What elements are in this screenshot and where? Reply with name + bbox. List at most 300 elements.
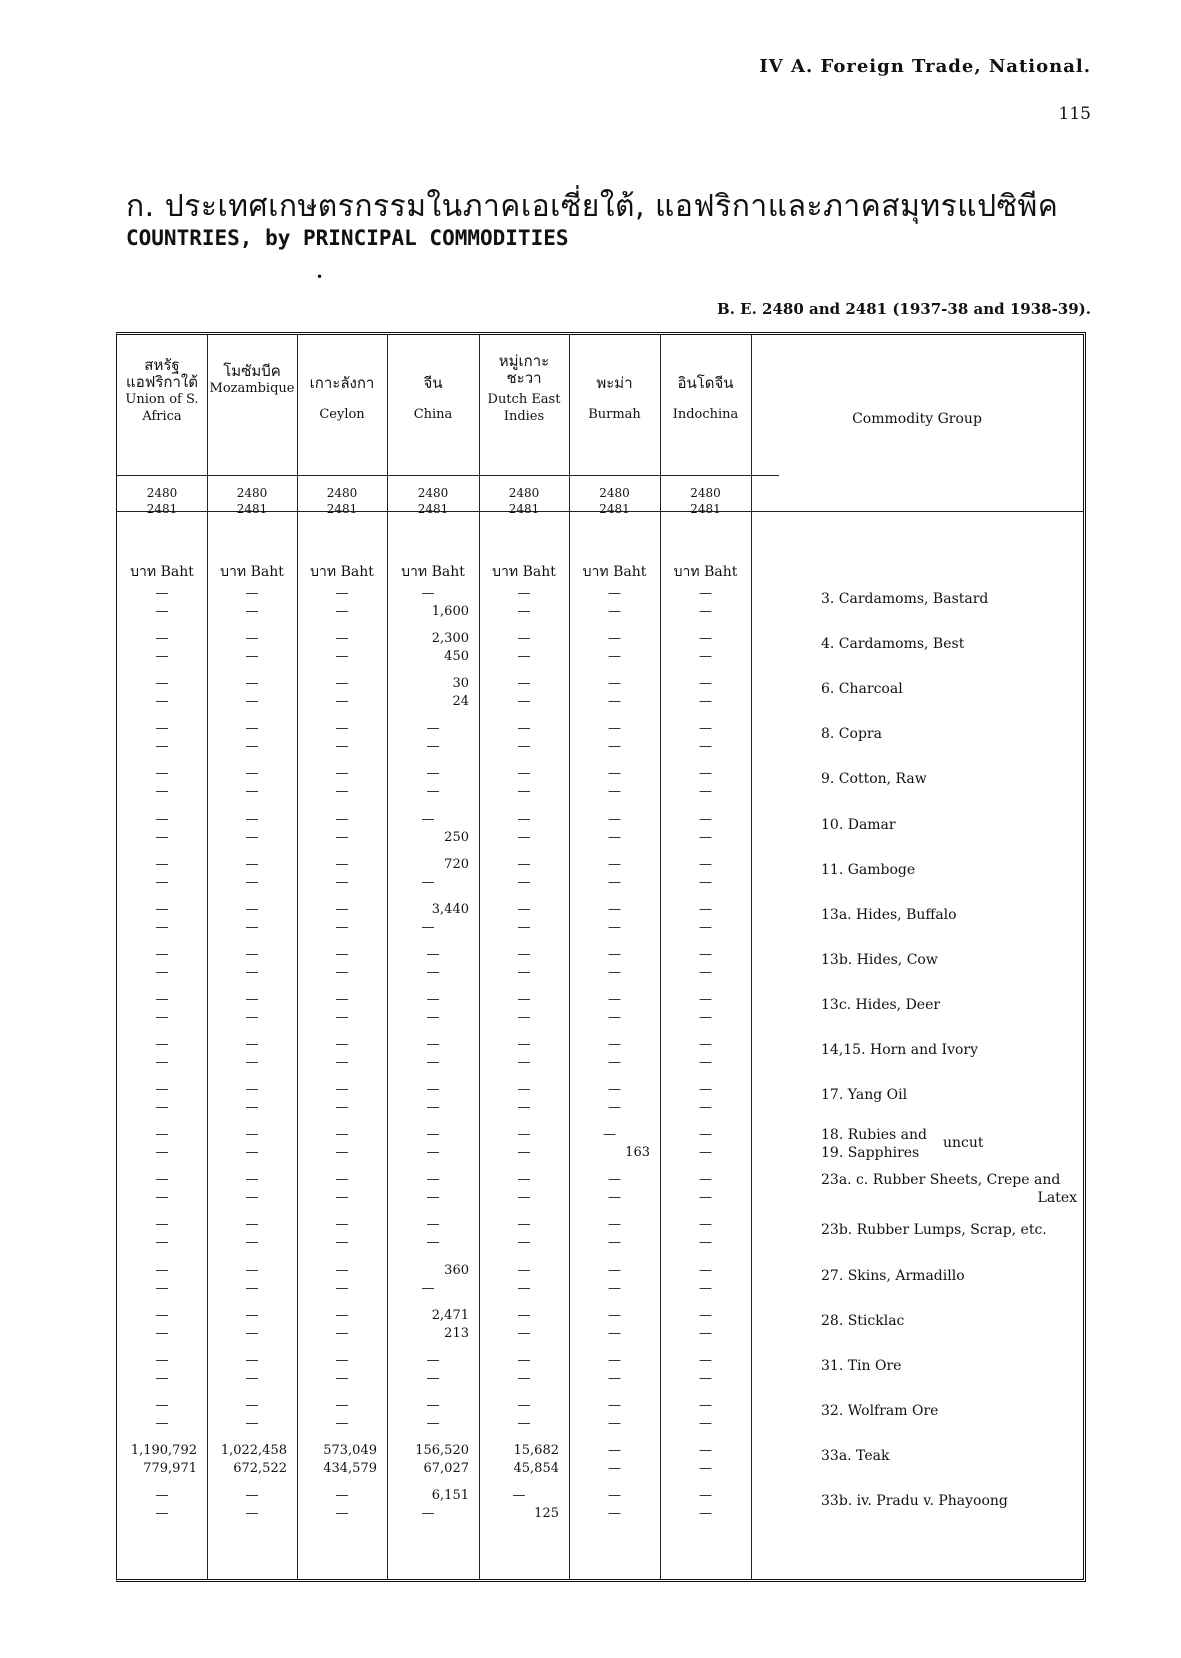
dash-value: — xyxy=(245,1370,259,1386)
commodity-line: 33a. Teak xyxy=(821,1447,890,1464)
value-cell xyxy=(479,946,569,992)
dash-value: — xyxy=(699,1442,712,1458)
dash-value: — xyxy=(155,1352,169,1368)
column-header-thai: หมู่เกาะ ชะวา xyxy=(498,352,550,387)
table-row xyxy=(117,675,1083,721)
value-cell xyxy=(387,991,479,1037)
dash-value: — xyxy=(426,1009,440,1025)
dash-value: — xyxy=(335,631,349,647)
dash-value: — xyxy=(245,1352,259,1368)
dash-value: — xyxy=(699,829,712,845)
dash-value: — xyxy=(699,631,712,647)
dash-value: — xyxy=(608,784,621,800)
dash-value: — xyxy=(245,1280,259,1296)
dash-value: — xyxy=(335,1100,349,1116)
value-cell xyxy=(297,1171,387,1217)
commodity-line: 4. Cardamoms, Best xyxy=(821,636,965,653)
dash-value: — xyxy=(335,739,349,755)
value-cell xyxy=(479,856,569,902)
dash-value: — xyxy=(245,766,259,782)
page-number: 115 xyxy=(1058,104,1091,124)
dash-value: — xyxy=(517,1190,531,1206)
dash-value: — xyxy=(335,694,349,710)
dash-value: — xyxy=(699,1217,712,1233)
dash-value: — xyxy=(699,784,712,800)
value-cell xyxy=(479,1352,569,1398)
numeric-value: 672,522 xyxy=(233,1460,287,1476)
column-header-english: Ceylon xyxy=(319,407,365,422)
dash-value: — xyxy=(335,1488,349,1503)
dash-value: — xyxy=(608,1488,621,1503)
table-row xyxy=(117,765,1083,811)
table-row xyxy=(117,811,1083,857)
dash-value: — xyxy=(426,784,440,800)
value-cell xyxy=(479,1307,569,1353)
dash-value: — xyxy=(699,901,712,917)
dash-value: — xyxy=(608,1307,621,1323)
dash-value: — xyxy=(421,1280,435,1296)
column-header-english: Burmah xyxy=(588,407,641,422)
unit-thai: บาท xyxy=(401,564,432,580)
dash-value: — xyxy=(155,874,169,890)
year-label: 2480 xyxy=(326,486,358,500)
year-label: 2481 xyxy=(326,502,358,516)
commodity-line: 8. Copra xyxy=(821,726,882,743)
dash-value: — xyxy=(699,919,712,935)
value-cell xyxy=(479,720,569,766)
commodity-line: 9. Cotton, Raw xyxy=(821,771,927,788)
table-row xyxy=(117,1352,1083,1398)
dash-value: — xyxy=(245,991,259,1007)
unit-english: Baht xyxy=(431,564,465,580)
dash-value: — xyxy=(699,1145,712,1161)
value-cell xyxy=(207,1442,297,1488)
dash-value: — xyxy=(155,1307,169,1323)
dash-value: — xyxy=(512,1488,526,1503)
dash-value: — xyxy=(517,1370,531,1386)
dash-value: — xyxy=(245,1127,259,1143)
dash-value: — xyxy=(517,874,531,890)
value-cell xyxy=(297,1216,387,1262)
dash-value: — xyxy=(608,1235,621,1251)
value-cell xyxy=(297,991,387,1037)
value-cell xyxy=(660,1262,751,1308)
dash-value: — xyxy=(699,856,712,872)
dash-value: — xyxy=(517,964,531,980)
value-cell xyxy=(297,675,387,721)
commodity-label xyxy=(793,675,1083,721)
dash-value: — xyxy=(335,1415,349,1431)
dash-value: — xyxy=(245,1488,259,1503)
unit-label xyxy=(660,561,751,583)
column-header-english: Indochina xyxy=(672,407,739,422)
dash-value: — xyxy=(335,1370,349,1386)
dash-value: — xyxy=(421,1506,435,1521)
dash-value: — xyxy=(426,1190,440,1206)
value-cell xyxy=(207,720,297,766)
dash-value: — xyxy=(245,901,259,917)
dash-value: — xyxy=(426,1100,440,1116)
value-cell xyxy=(117,1397,207,1443)
value-cell xyxy=(207,765,297,811)
dash-value: — xyxy=(335,901,349,917)
dash-value: — xyxy=(608,856,621,872)
dash-value: — xyxy=(335,964,349,980)
numeric-value: 156,520 xyxy=(415,1442,469,1458)
dash-value: — xyxy=(517,721,531,737)
value-cell xyxy=(660,1171,751,1217)
commodity-label xyxy=(793,946,1083,992)
dash-value: — xyxy=(699,1415,712,1431)
dash-value: — xyxy=(608,1082,621,1098)
running-head: IV A. Foreign Trade, National. xyxy=(759,56,1091,77)
dash-value: — xyxy=(335,919,349,935)
year-label: 2480 xyxy=(417,486,449,500)
numeric-value: 360 xyxy=(444,1262,469,1278)
dash-value: — xyxy=(517,991,531,1007)
dash-value: — xyxy=(608,1009,621,1025)
commodity-line: 13b. Hides, Cow xyxy=(821,951,938,968)
value-cell xyxy=(117,630,207,676)
value-cell xyxy=(387,1307,479,1353)
numeric-value: 779,971 xyxy=(143,1460,197,1476)
dash-value: — xyxy=(155,739,169,755)
dash-value: — xyxy=(608,1397,621,1413)
value-cell xyxy=(569,675,660,721)
commodity-line: 14,15. Horn and Ivory xyxy=(821,1042,979,1058)
column-header-mozambique xyxy=(207,363,297,397)
unit-thai: บาท xyxy=(310,564,341,580)
dash-value: — xyxy=(245,1055,259,1070)
dash-value: — xyxy=(517,604,531,619)
dash-value: — xyxy=(517,1009,531,1025)
period-label: B. E. 2480 and 2481 (1937-38 and 1938-39). xyxy=(717,300,1091,318)
dash-value: — xyxy=(517,1352,531,1368)
value-cell xyxy=(297,901,387,947)
dash-value: — xyxy=(155,649,169,665)
dash-value: — xyxy=(517,1055,531,1070)
value-cell xyxy=(117,856,207,902)
value-cell xyxy=(117,946,207,992)
dash-value: — xyxy=(603,1127,616,1143)
value-cell xyxy=(297,811,387,857)
value-cell xyxy=(569,630,660,676)
dash-value: — xyxy=(155,829,169,845)
dash-value: — xyxy=(608,1055,621,1070)
dash-value: — xyxy=(245,919,259,935)
year-labels xyxy=(117,485,207,517)
value-cell xyxy=(117,1262,207,1308)
value-cell xyxy=(297,1307,387,1353)
value-cell xyxy=(569,1352,660,1398)
dash-value: — xyxy=(421,874,435,890)
dash-value: — xyxy=(517,1172,531,1188)
value-cell xyxy=(660,1036,751,1082)
dash-value: — xyxy=(245,649,259,665)
commodity-label xyxy=(793,765,1083,811)
table-row xyxy=(117,946,1083,992)
value-cell xyxy=(569,765,660,811)
column-header-ceylon xyxy=(297,375,387,423)
value-cell xyxy=(387,1171,479,1217)
dash-value: — xyxy=(155,784,169,800)
dash-value: — xyxy=(699,1460,712,1476)
value-cell xyxy=(387,1216,479,1262)
dash-value: — xyxy=(517,1082,531,1098)
dash-value: — xyxy=(699,1037,712,1052)
value-cell xyxy=(207,1487,297,1533)
dash-value: — xyxy=(335,874,349,890)
column-header-thai: อินโดจีน xyxy=(677,374,734,392)
dash-value: — xyxy=(245,784,259,800)
value-cell xyxy=(660,585,751,631)
dash-value: — xyxy=(245,856,259,872)
dash-value: — xyxy=(335,1055,349,1070)
value-cell xyxy=(569,1036,660,1082)
year-labels xyxy=(479,485,569,517)
column-header-china xyxy=(387,375,479,423)
commodity-label xyxy=(793,1397,1083,1443)
value-cell xyxy=(660,811,751,857)
dash-value: — xyxy=(155,586,169,601)
value-cell xyxy=(297,765,387,811)
column-header-dutch-east-indies xyxy=(479,353,569,425)
commodity-label xyxy=(793,811,1083,857)
value-cell xyxy=(117,811,207,857)
dash-value: — xyxy=(608,811,621,827)
value-cell xyxy=(569,1307,660,1353)
value-cell xyxy=(479,811,569,857)
dash-value: — xyxy=(608,946,621,962)
value-cell xyxy=(207,1081,297,1127)
dash-value: — xyxy=(245,1037,259,1052)
dash-value: — xyxy=(245,829,259,845)
commodity-label xyxy=(793,1487,1083,1533)
value-cell xyxy=(117,1126,207,1172)
commodity-label xyxy=(793,585,1083,631)
dash-value: — xyxy=(155,1488,169,1503)
value-cell xyxy=(569,1171,660,1217)
commodity-label xyxy=(793,856,1083,902)
value-cell xyxy=(117,1216,207,1262)
dash-value: — xyxy=(517,649,531,665)
commodity-line: 27. Skins, Armadillo xyxy=(821,1267,965,1284)
value-cell xyxy=(207,946,297,992)
value-cell xyxy=(207,856,297,902)
table-row xyxy=(117,1397,1083,1443)
value-cell xyxy=(207,1352,297,1398)
commodity-line: 31. Tin Ore xyxy=(821,1357,902,1374)
dash-value: — xyxy=(608,1415,621,1431)
value-cell xyxy=(387,675,479,721)
dash-value: — xyxy=(155,1082,169,1098)
value-cell xyxy=(117,675,207,721)
dash-value: — xyxy=(699,964,712,980)
dash-value: — xyxy=(699,586,712,601)
value-cell xyxy=(297,1442,387,1488)
table-row xyxy=(117,901,1083,947)
dash-value: — xyxy=(699,1370,712,1386)
value-cell xyxy=(117,720,207,766)
commodity-line: 11. Gamboge xyxy=(821,861,916,878)
commodity-label xyxy=(793,1307,1083,1353)
dash-value: — xyxy=(608,1280,621,1296)
commodity-line: 10. Damar xyxy=(821,816,896,833)
dash-value: — xyxy=(155,1055,169,1070)
unit-thai: บาท xyxy=(673,564,705,580)
dash-value: — xyxy=(608,766,621,782)
unit-english: Baht xyxy=(250,564,284,580)
dash-value: — xyxy=(608,964,621,980)
unit-label xyxy=(207,561,297,583)
dash-value: — xyxy=(421,586,435,601)
numeric-value: 15,682 xyxy=(513,1442,559,1458)
value-cell xyxy=(660,1352,751,1398)
value-cell xyxy=(297,1397,387,1443)
value-cell xyxy=(660,856,751,902)
numeric-value: 24 xyxy=(452,694,469,710)
dash-value: — xyxy=(245,1415,259,1431)
year-labels xyxy=(207,485,297,517)
value-cell xyxy=(479,901,569,947)
dash-value: — xyxy=(426,1370,440,1386)
dash-value: — xyxy=(608,721,621,737)
dash-value: — xyxy=(517,676,531,692)
dash-value: — xyxy=(608,1217,621,1233)
dash-value: — xyxy=(245,964,259,980)
unit-english: Baht xyxy=(340,564,374,580)
dash-value: — xyxy=(155,631,169,647)
commodity-label xyxy=(793,1262,1083,1308)
table-row xyxy=(117,585,1083,631)
dash-value: — xyxy=(155,1100,169,1116)
year-label: 2481 xyxy=(599,502,630,516)
dash-value: — xyxy=(335,1262,349,1278)
numeric-value: 434,579 xyxy=(323,1460,377,1476)
value-cell xyxy=(660,1216,751,1262)
table-row xyxy=(117,630,1083,676)
dash-value: — xyxy=(245,1235,259,1251)
unit-thai: บาท xyxy=(220,564,251,580)
value-cell xyxy=(207,585,297,631)
dash-value: — xyxy=(517,1100,531,1116)
dash-value: — xyxy=(426,1127,440,1143)
dash-value: — xyxy=(699,1235,712,1251)
year-labels xyxy=(387,485,479,517)
value-cell xyxy=(117,585,207,631)
table-row xyxy=(117,1442,1083,1488)
value-cell xyxy=(297,1081,387,1127)
numeric-value: 6,151 xyxy=(431,1488,469,1503)
value-cell xyxy=(660,901,751,947)
dash-value: — xyxy=(699,1506,712,1521)
value-cell xyxy=(569,1442,660,1488)
dash-value: — xyxy=(426,1415,440,1431)
dash-value: — xyxy=(155,991,169,1007)
table-row xyxy=(117,1171,1083,1217)
column-header-thai: สหรัฐ แอฟริกาใต้ xyxy=(126,356,198,391)
dash-value: — xyxy=(426,991,440,1007)
year-label: 2481 xyxy=(236,502,268,516)
dash-value: — xyxy=(426,1235,440,1251)
commodity-line: 33b. iv. Pradu v. Phayoong xyxy=(821,1493,1008,1509)
numeric-value: 250 xyxy=(444,829,469,845)
value-cell xyxy=(569,1397,660,1443)
value-cell xyxy=(660,946,751,992)
year-labels xyxy=(297,485,387,517)
dash-value: — xyxy=(608,1262,621,1278)
commodity-line: 23a. c. Rubber Sheets, Crepe and xyxy=(821,1172,1061,1189)
unit-label xyxy=(387,561,479,583)
dash-value: — xyxy=(426,1145,440,1161)
commodity-line: 13a. Hides, Buffalo xyxy=(821,906,957,923)
commodity-label xyxy=(793,1081,1083,1127)
value-cell xyxy=(387,856,479,902)
value-cell xyxy=(387,585,479,631)
dash-value: — xyxy=(335,586,349,601)
table-row xyxy=(117,1262,1083,1308)
value-cell xyxy=(387,765,479,811)
column-header-burmah xyxy=(569,375,660,423)
value-cell xyxy=(387,1397,479,1443)
dash-value: — xyxy=(608,829,621,845)
value-cell xyxy=(387,720,479,766)
numeric-value: 450 xyxy=(444,649,469,665)
value-cell xyxy=(660,720,751,766)
dash-value: — xyxy=(699,1190,712,1206)
dash-value: — xyxy=(608,874,621,890)
value-cell xyxy=(569,811,660,857)
value-cell xyxy=(569,1081,660,1127)
unit-english: Baht xyxy=(160,564,194,580)
year-labels xyxy=(660,485,751,517)
value-cell xyxy=(569,585,660,631)
value-cell xyxy=(387,1487,479,1533)
value-cell xyxy=(387,1036,479,1082)
numeric-value: 2,300 xyxy=(431,631,469,647)
dash-value: — xyxy=(335,1217,349,1233)
dash-value: — xyxy=(517,1280,531,1296)
dash-value: — xyxy=(608,586,621,601)
dash-value: — xyxy=(155,766,169,782)
dash-value: — xyxy=(517,1397,531,1413)
dash-value: — xyxy=(517,631,531,647)
dash-value: — xyxy=(699,739,712,755)
year-label: 2481 xyxy=(146,502,178,516)
dash-value: — xyxy=(155,901,169,917)
commodity-label xyxy=(793,720,1083,766)
dash-value: — xyxy=(699,1307,712,1323)
value-cell xyxy=(479,1487,569,1533)
year-label: 2480 xyxy=(146,486,178,500)
value-cell xyxy=(660,765,751,811)
dash-value: — xyxy=(155,721,169,737)
unit-english: Baht xyxy=(704,564,738,580)
value-cell xyxy=(479,1036,569,1082)
value-cell xyxy=(387,1081,479,1127)
value-cell xyxy=(660,1307,751,1353)
dash-value: — xyxy=(699,1325,712,1341)
dash-value: — xyxy=(245,1172,259,1188)
value-cell xyxy=(297,585,387,631)
column-header-english: China xyxy=(413,407,453,422)
dash-value: — xyxy=(517,1127,531,1143)
dash-value: — xyxy=(608,1037,621,1052)
dash-value: — xyxy=(608,1442,621,1458)
dash-value: — xyxy=(245,721,259,737)
value-cell xyxy=(117,1171,207,1217)
value-cell xyxy=(660,1126,751,1172)
